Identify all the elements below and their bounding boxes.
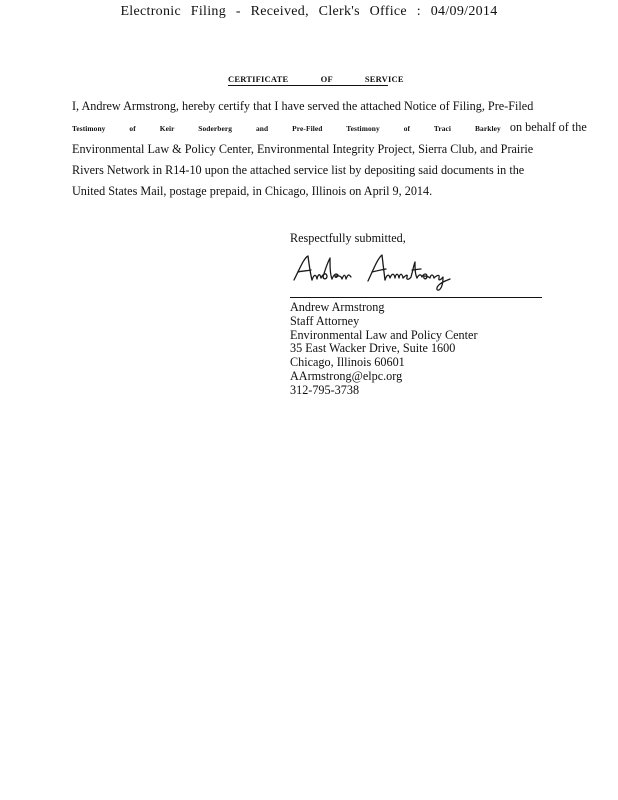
closing-phrase: Respectfully submitted, — [290, 231, 406, 245]
title-underline — [228, 85, 388, 86]
signature-line — [290, 297, 542, 298]
body-line-4: Rivers Network in R14-10 upon the attached service list by depositing said documents in the — [72, 163, 525, 177]
body-line-2 — [72, 117, 587, 139]
signer-email: AArmstrong@elpc.org — [290, 368, 403, 383]
signer-title: Staff Attorney — [290, 313, 360, 328]
signature-block — [290, 301, 478, 398]
signer-phone: 312-795-3738 — [290, 382, 360, 397]
certificate-body — [72, 96, 587, 202]
body-line-5: United States Mail, postage prepaid, in Chicago, Illinois on April 9, 2014. — [72, 184, 433, 198]
body-line-2-tail: on behalf of the — [509, 120, 587, 134]
body-line-2-testimony: Testimony of Keir Soderberg and Pre-Filed Testimony of Traci Barkley — [72, 124, 501, 133]
body-line-1: I, Andrew Armstrong, hereby certify that I have served the attached Notice of Filing, Pre-Filed — [72, 99, 534, 113]
body-line-3: Environmental Law & Policy Center, Environmental Integrity Project, Sierra Club, and Prairie — [72, 142, 534, 156]
document-title: CERTIFICATE OF SERVICE — [228, 74, 404, 84]
signer-street-address: 35 East Wacker Drive, Suite 1600 — [290, 341, 456, 356]
signer-city-state-zip: Chicago, Illinois 60601 — [290, 355, 405, 370]
filing-stamp-header: Electronic Filing - Received, Clerk's Office : 04/09/2014 — [120, 4, 498, 19]
handwritten-signature — [290, 250, 465, 292]
signer-organization: Environmental Law and Policy Center — [290, 327, 478, 342]
signer-name: Andrew Armstrong — [290, 300, 385, 314]
